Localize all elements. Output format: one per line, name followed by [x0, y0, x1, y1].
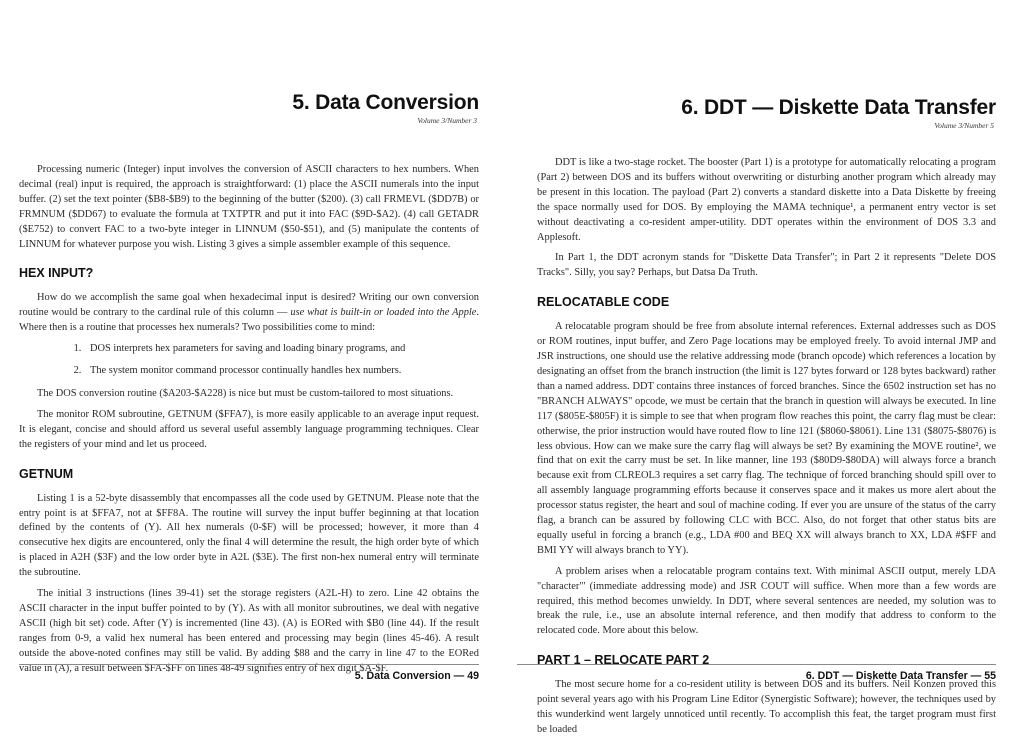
part1-paragraph-1: The most secure home for a co-resident utility is between DOS and its buffers. Neil Konzen proved this point several years ago with his Program Line Editor (Synergistic Software); however, the techniques used by this wunderkind went largely unnoticed until recently. To accomplish this feat, the target program must first be loaded: [537, 679, 996, 735]
page-footer: 6. DDT — Diskette Data Transfer — 55: [517, 664, 996, 682]
list-item: 1. DOS interprets hex parameters for saving and loading binary programs, and: [84, 342, 479, 357]
intro-paragraph-2: In Part 1, the DDT acronym stands for "Diskette Data Transfer"; in Part 2 it represents "Delete DOS Tracks". Silly, you say? Perhaps, but Datsa Da Truth.: [537, 252, 996, 279]
section-heading-relocatable-code: RELOCATABLE CODE: [537, 295, 670, 310]
hex-paragraph-1: [19, 291, 479, 336]
hex-paragraph-1-text-b: . Where then is a routine that processes hex numerals? Two possibilities come to mind:: [19, 307, 479, 334]
numbered-list: [19, 342, 479, 379]
relocatable-paragraph-1: A relocatable program should be free from absolute internal references. External addresses such as DOS or ROM routines, input buffer, and Zero Page locations may be employed freely. To avoid internal JMP and JSR instructions, one should use the relative addressing mode (branch opcode) which references a location by designating an offset from the branch instruction (the limit is 127 bytes forward or 128 bytes backward) rather than a named address. DDT contains three instances of forced branches. Since the 6502 instruction set has no "BRANCH ALWAYS" opcode, we must be certain that the branch in question will always be executed. In line 117 ($805E-$805F) it is simple to see that when program flow reaches this point, the carry flag must be clear: otherwise, the prior instruction would have routed flow to line 121 ($8060-$8061). Line 131 ($8075-$8076) is less obvious. How can we make sure the carry flag will always be set? By examining the MOVE routine², we find that on exit the carry must be set. In like manner, line 193 ($80D9-$80DA) will always force a branch because exit from CLREOL3 requires a set carry flag. The technique of forced branching should spill over to all assembly language programming efforts because it conserves space and it makes us more alert about the processor status register, the heart and soul of machine coding. If ever you are unsure of the status of the carry flag, a branch can be assured by following CLC with BCC. Also, do not forget that other status bits are equally useful in forcing a branch (e.g., LDA #00 and BEQ XX will always branch to XX, LDA #$FF and BMI YY will always branch to YY).: [537, 321, 996, 556]
hex-paragraph-1-text-a: How do we accomplish the same goal when hexadecimal input is desired? Writing our own conversion routine would be contrary to the cardinal rule of this column —: [19, 292, 479, 319]
section-heading-hex-input: HEX INPUT?: [19, 266, 94, 281]
volume-label: Volume 3/Number 3: [417, 116, 477, 125]
section-heading-getnum: GETNUM: [19, 466, 74, 481]
chapter-title: 6. DDT — Diskette Data Transfer: [681, 96, 996, 119]
relocatable-paragraph-2: A problem arises when a relocatable program contains text. With minimal ASCII output, merely LDA "character"' (immediate addressing mode) and JSR COUT will suffice. When more than a few words are required, this method becomes unwieldy. In DDT, where several sentences are needed, my solution was to break the rule, i.e., use an absolute internal reference, and then modify that address to conform to the relocated code. More about this below.: [537, 565, 996, 637]
list-item: 2. The system monitor command processor continually handles hex numbers.: [84, 364, 479, 379]
getnum-paragraph-2: The initial 3 instructions (lines 39-41) set the storage registers (A2L-H) to zero. Line 42 obtains the ASCII character in the input buffer pointed to by (Y). As with all monitor subroutines, we deal with negative ASCII (high bit set) code. After (Y) is incremented (line 43). (A) is EORed with $B0 (line 44). If the result ranges from 0-9, a valid hex numeral has been entered and processing may begin (lines 45-46). A result outside the above-noted confines may still be valid. By adding $88 and the carry in line 47 to the EORed value in (A), a result between $FA-$FF on lines 48-49 signifies entry of hex digit $A-$F.: [19, 588, 479, 674]
volume-label: Volume 3/Number 5: [934, 121, 994, 130]
right-page: [537, 0, 996, 735]
hex-paragraph-2: The DOS conversion routine ($A203-$A228) is nice but must be custom-tailored to most situations.: [37, 387, 454, 399]
intro-paragraph: Processing numeric (Integer) input involves the conversion of ASCII characters to hex numbers. When decimal (real) input is required, the approach is straightforward: (1) place the ASCII numerals into the input buffer. (2) set the text pointer ($B8-$B9) to the beginning of the butter ($200). (3) call FRMEVL ($DD7B) or FRMNUM ($DD67) to evaluate the formula at TXTPTR and put it into FAC ($9D-$A2). (4) call GETADR ($E752) to convert FAC to a two-byte integer in LINNUM ($50-$51), and (5) manipulate the contents of LINNUM for whatever purpose you wish. Listing 3 gives a simple assembler example of this sequence.: [19, 164, 479, 250]
hex-paragraph-1-emphasis: use what is built-in or loaded into the Apple: [290, 307, 477, 319]
section-heading-part-1: PART 1 – RELOCATE PART 2: [537, 653, 710, 668]
page-footer: 5. Data Conversion — 49: [19, 664, 479, 682]
left-page: [19, 0, 479, 700]
getnum-paragraph-1: Listing 1 is a 52-byte disassembly that encompasses all the code used by GETNUM. Please note that the entry point is at $FFA7, not at $FF8A. The routine will survey the input buffer beginning at that location defined by the contents of (Y). All hex numerals (0-$F) will be processed; however, it more than 4 consecutive hex digits are encountered, only the final 4 will determine the result, the high order byte of which is placed in A2H ($3F) and the low order byte in A2L ($3E). The first non-hex numeral entry will terminate the subroutine.: [19, 492, 479, 579]
hex-paragraph-3: The monitor ROM subroutine, GETNUM ($FFA7), is more easily applicable to an average input request. It is elegant, concise and should afford us several useful assembly language programming techniques. Clear the registers of your mind and let us proceed.: [19, 408, 479, 450]
intro-paragraph-1: DDT is like a two-stage rocket. The booster (Part 1) is a prototype for automatically relocating a program (Part 2) between DOS and its buffers without overwriting or disturbing another program which already may be present in this location. The payload (Part 2) converts a standard diskette into a Data Diskette by freeing the space normally used for DOS. By employing the MAMA technique¹, a permanent entry vector is set without deactivating a co-resident amper-utility. DDT operates within the environment of DOS 3.3 and Applesoft.: [537, 157, 996, 243]
chapter-title: 5. Data Conversion: [292, 91, 479, 114]
